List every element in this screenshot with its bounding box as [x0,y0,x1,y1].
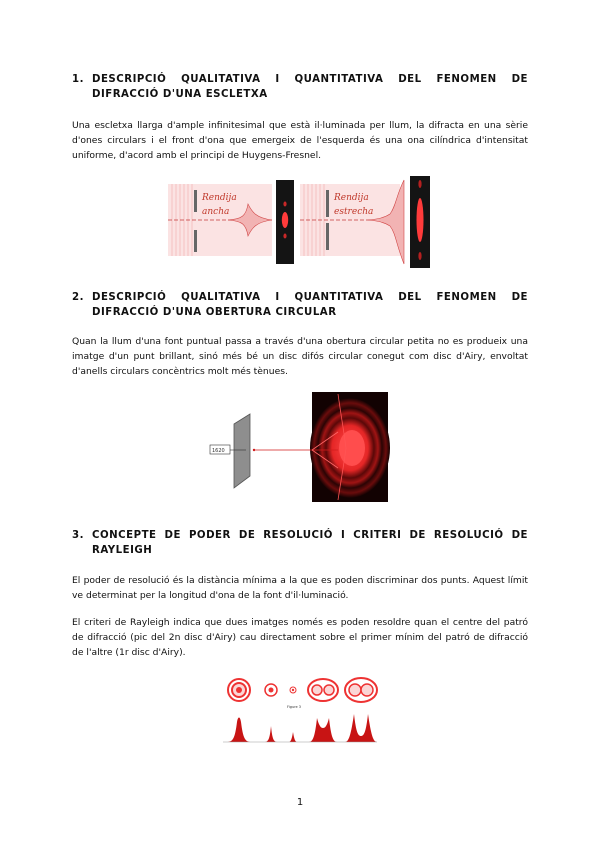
airy-disc [339,430,365,466]
narrow-slit-central-fringe [417,198,424,242]
pattern-two-overlap [308,679,338,701]
narrow-slit-label-1: Rendija [334,193,369,203]
source-label: 1620 [212,448,225,454]
section-1-number: 1. [72,74,84,85]
section-3-paragraph-2: El criteri de Rayleigh indica que dues imatges només es poden resoldre quan el centre del patró de difracció (pic del 2n disc d'Airy) cau directament sobre el primer mínim del patró de difracció de l'altre (1r disc d'Airy). [72,617,528,658]
peak-small [265,726,277,742]
rayleigh-criterion-figure [221,676,379,746]
narrow-slit-barrier-bottom [326,223,329,250]
wide-slit-label-1: Rendija [202,193,237,203]
pattern-two-resolved [345,678,377,702]
page-number: 1 [296,797,304,808]
intensity-peaks [227,714,377,742]
narrow-slit-fringe [418,180,421,188]
circular-aperture-figure [208,392,390,502]
section-3-paragraph-1: El poder de resolució és la distància mínima a la que es poden discriminar dos punts. Aquest límit ve determinat per la longitud d'ona de la font d'il·luminació. [72,575,528,601]
peak-two-overlap [309,718,337,742]
peak-dot [289,732,297,742]
wide-slit-barrier-top [194,190,197,212]
peak-two-resolved [345,714,377,742]
aperture-plate [234,414,250,488]
figure-caption: Figure 3 [287,705,302,709]
section-2-heading [72,290,528,320]
narrow-slit-label-2: estrecha [334,207,374,217]
narrow-slit-fringe [418,252,421,260]
section-1-heading [72,72,528,102]
section-2-number: 2. [72,292,84,303]
section-3-number: 3. [72,530,84,541]
section-1-title: DESCRIPCIÓ QUALITATIVA I QUANTITATIVA DEL FENOMEN DE DIFRACCIÓ D'UNA ESCLETXA [92,74,528,100]
pattern-dot [290,687,296,693]
wide-slit-barrier-bottom [194,230,197,252]
section-3-title: CONCEPTE DE PODER DE RESOLUCIÓ I CRITERI DE RESOLUCIÓ DE RAYLEIGH [92,530,528,556]
wide-slit-central-fringe [282,212,288,228]
wide-slit-fringe [283,202,286,207]
peak-single [227,718,251,743]
section-1-paragraph: Una escletxa llarga d'ample infinitesimal que està il·luminada per llum, la difracta en una sèrie d'ones circulars i el front d'ona que emergeix de l'esquerda és una ona cilíndrica d'intensitat uniforme, d'acord amb el principi de Huygens-Fresnel. [72,120,528,161]
section-2-paragraph: Quan la llum d'una font puntual passa a través d'una obertura circular petita no es produeix una imatge d'un punt brillant, sinó més bé un disc difós circular conegut com disc d'Airy, envoltat d'anells circulars concèntrics molt més tènues. [72,336,528,377]
section-2-title: DESCRIPCIÓ QUALITATIVA I QUANTITATIVA DEL FENOMEN DE DIFRACCIÓ D'UNA OBERTURA CIRCULAR [92,292,528,318]
wide-slit-fringe [283,234,286,239]
single-slit-diffraction-figure [168,176,432,268]
section-3-heading [72,528,528,558]
wide-slit-label-2: ancha [202,207,230,217]
pattern-single [228,679,250,701]
narrow-slit-barrier-top [326,190,329,217]
pattern-small [265,684,277,696]
